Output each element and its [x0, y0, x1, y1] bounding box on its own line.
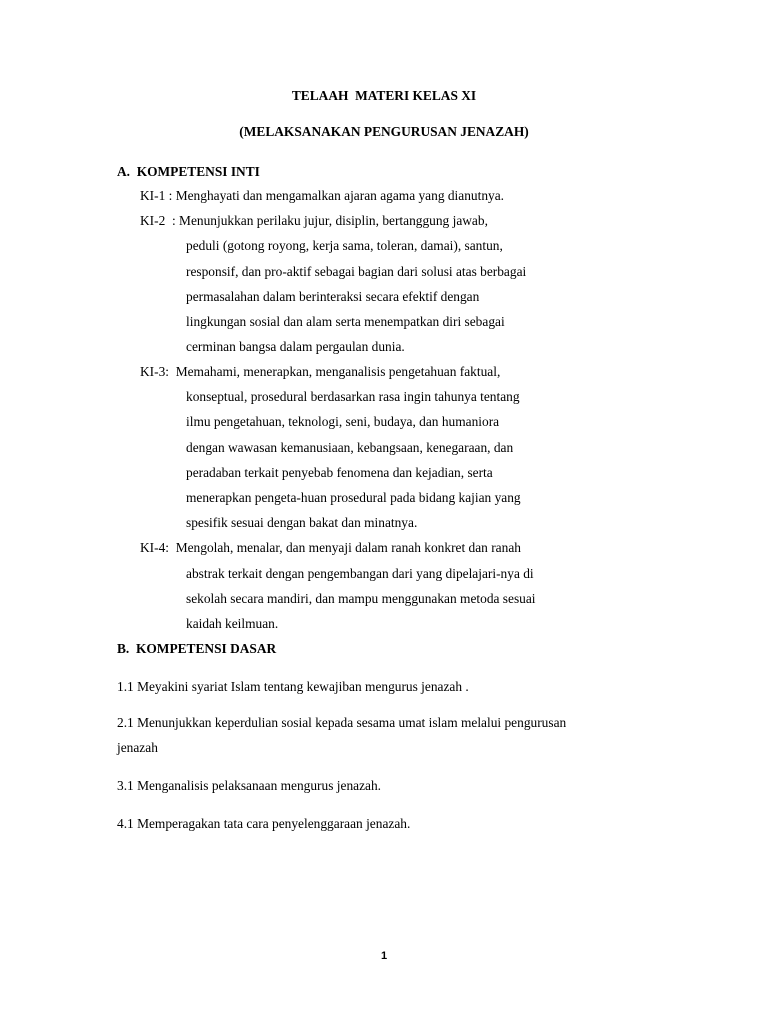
ki3-line: peradaban terkait penyebab fenomena dan kejadian, serta: [186, 465, 493, 480]
ki3-line: spesifik sesuai dengan bakat dan minatnya.: [186, 515, 418, 530]
ki2-line: lingkungan sosial dan alam serta menempatkan diri sebagai: [186, 314, 505, 329]
ki3-line: ilmu pengetahuan, teknologi, seni, budaya, dan humaniora: [186, 414, 500, 429]
ki3-line: dengan wawasan kemanusiaan, kebangsaan, kenegaraan, dan: [186, 440, 514, 455]
ki1-text: KI-1 : Menghayati dan mengamalkan ajaran agama yang dianutnya.: [140, 188, 505, 203]
kd-4-1: 4.1 Memperagakan tata cara penyelenggaraan jenazah.: [117, 816, 411, 831]
section-b-heading: B. KOMPETENSI DASAR: [117, 641, 277, 656]
ki2-line: KI-2 : Menunjukkan perilaku jujur, disiplin, bertanggung jawab,: [140, 213, 488, 228]
ki3-line: menerapkan pengeta-huan prosedural pada bidang kajian yang: [186, 490, 521, 505]
document-subtitle: (MELAKSANAKAN PENGURUSAN JENAZAH): [239, 124, 529, 139]
kd-2-1-line: 2.1 Menunjukkan keperdulian sosial kepada sesama umat islam melalui pengurusan: [117, 715, 567, 730]
ki3-line: KI-3: Memahami, menerapkan, menganalisis pengetahuan faktual,: [140, 364, 501, 379]
ki3-line: konseptual, prosedural berdasarkan rasa ingin tahunya tentang: [186, 389, 520, 404]
document-title: TELAAH MATERI KELAS XI: [291, 88, 477, 103]
kd-1-1: 1.1 Meyakini syariat Islam tentang kewajiban mengurus jenazah .: [117, 679, 469, 694]
ki2-line: cerminan bangsa dalam pergaulan dunia.: [186, 339, 405, 354]
ki2-line: peduli (gotong royong, kerja sama, toleran, damai), santun,: [186, 238, 503, 253]
ki4-line: KI-4: Mengolah, menalar, dan menyaji dalam ranah konkret dan ranah: [140, 540, 521, 555]
ki4-line: sekolah secara mandiri, dan mampu menggunakan metoda sesuai: [186, 591, 536, 606]
kd-2-1-line: jenazah: [117, 740, 158, 755]
page-number: 1: [380, 950, 388, 962]
ki2-line: responsif, dan pro-aktif sebagai bagian dari solusi atas berbagai: [186, 264, 527, 279]
ki4-line: abstrak terkait dengan pengembangan dari yang dipelajari-nya di: [186, 566, 534, 581]
ki2-line: permasalahan dalam berinteraksi secara efektif dengan: [186, 289, 480, 304]
ki4-line: kaidah keilmuan.: [186, 616, 279, 631]
kd-3-1: 3.1 Menganalisis pelaksanaan mengurus jenazah.: [117, 778, 382, 793]
section-a-heading: A. KOMPETENSI INTI: [117, 164, 260, 179]
